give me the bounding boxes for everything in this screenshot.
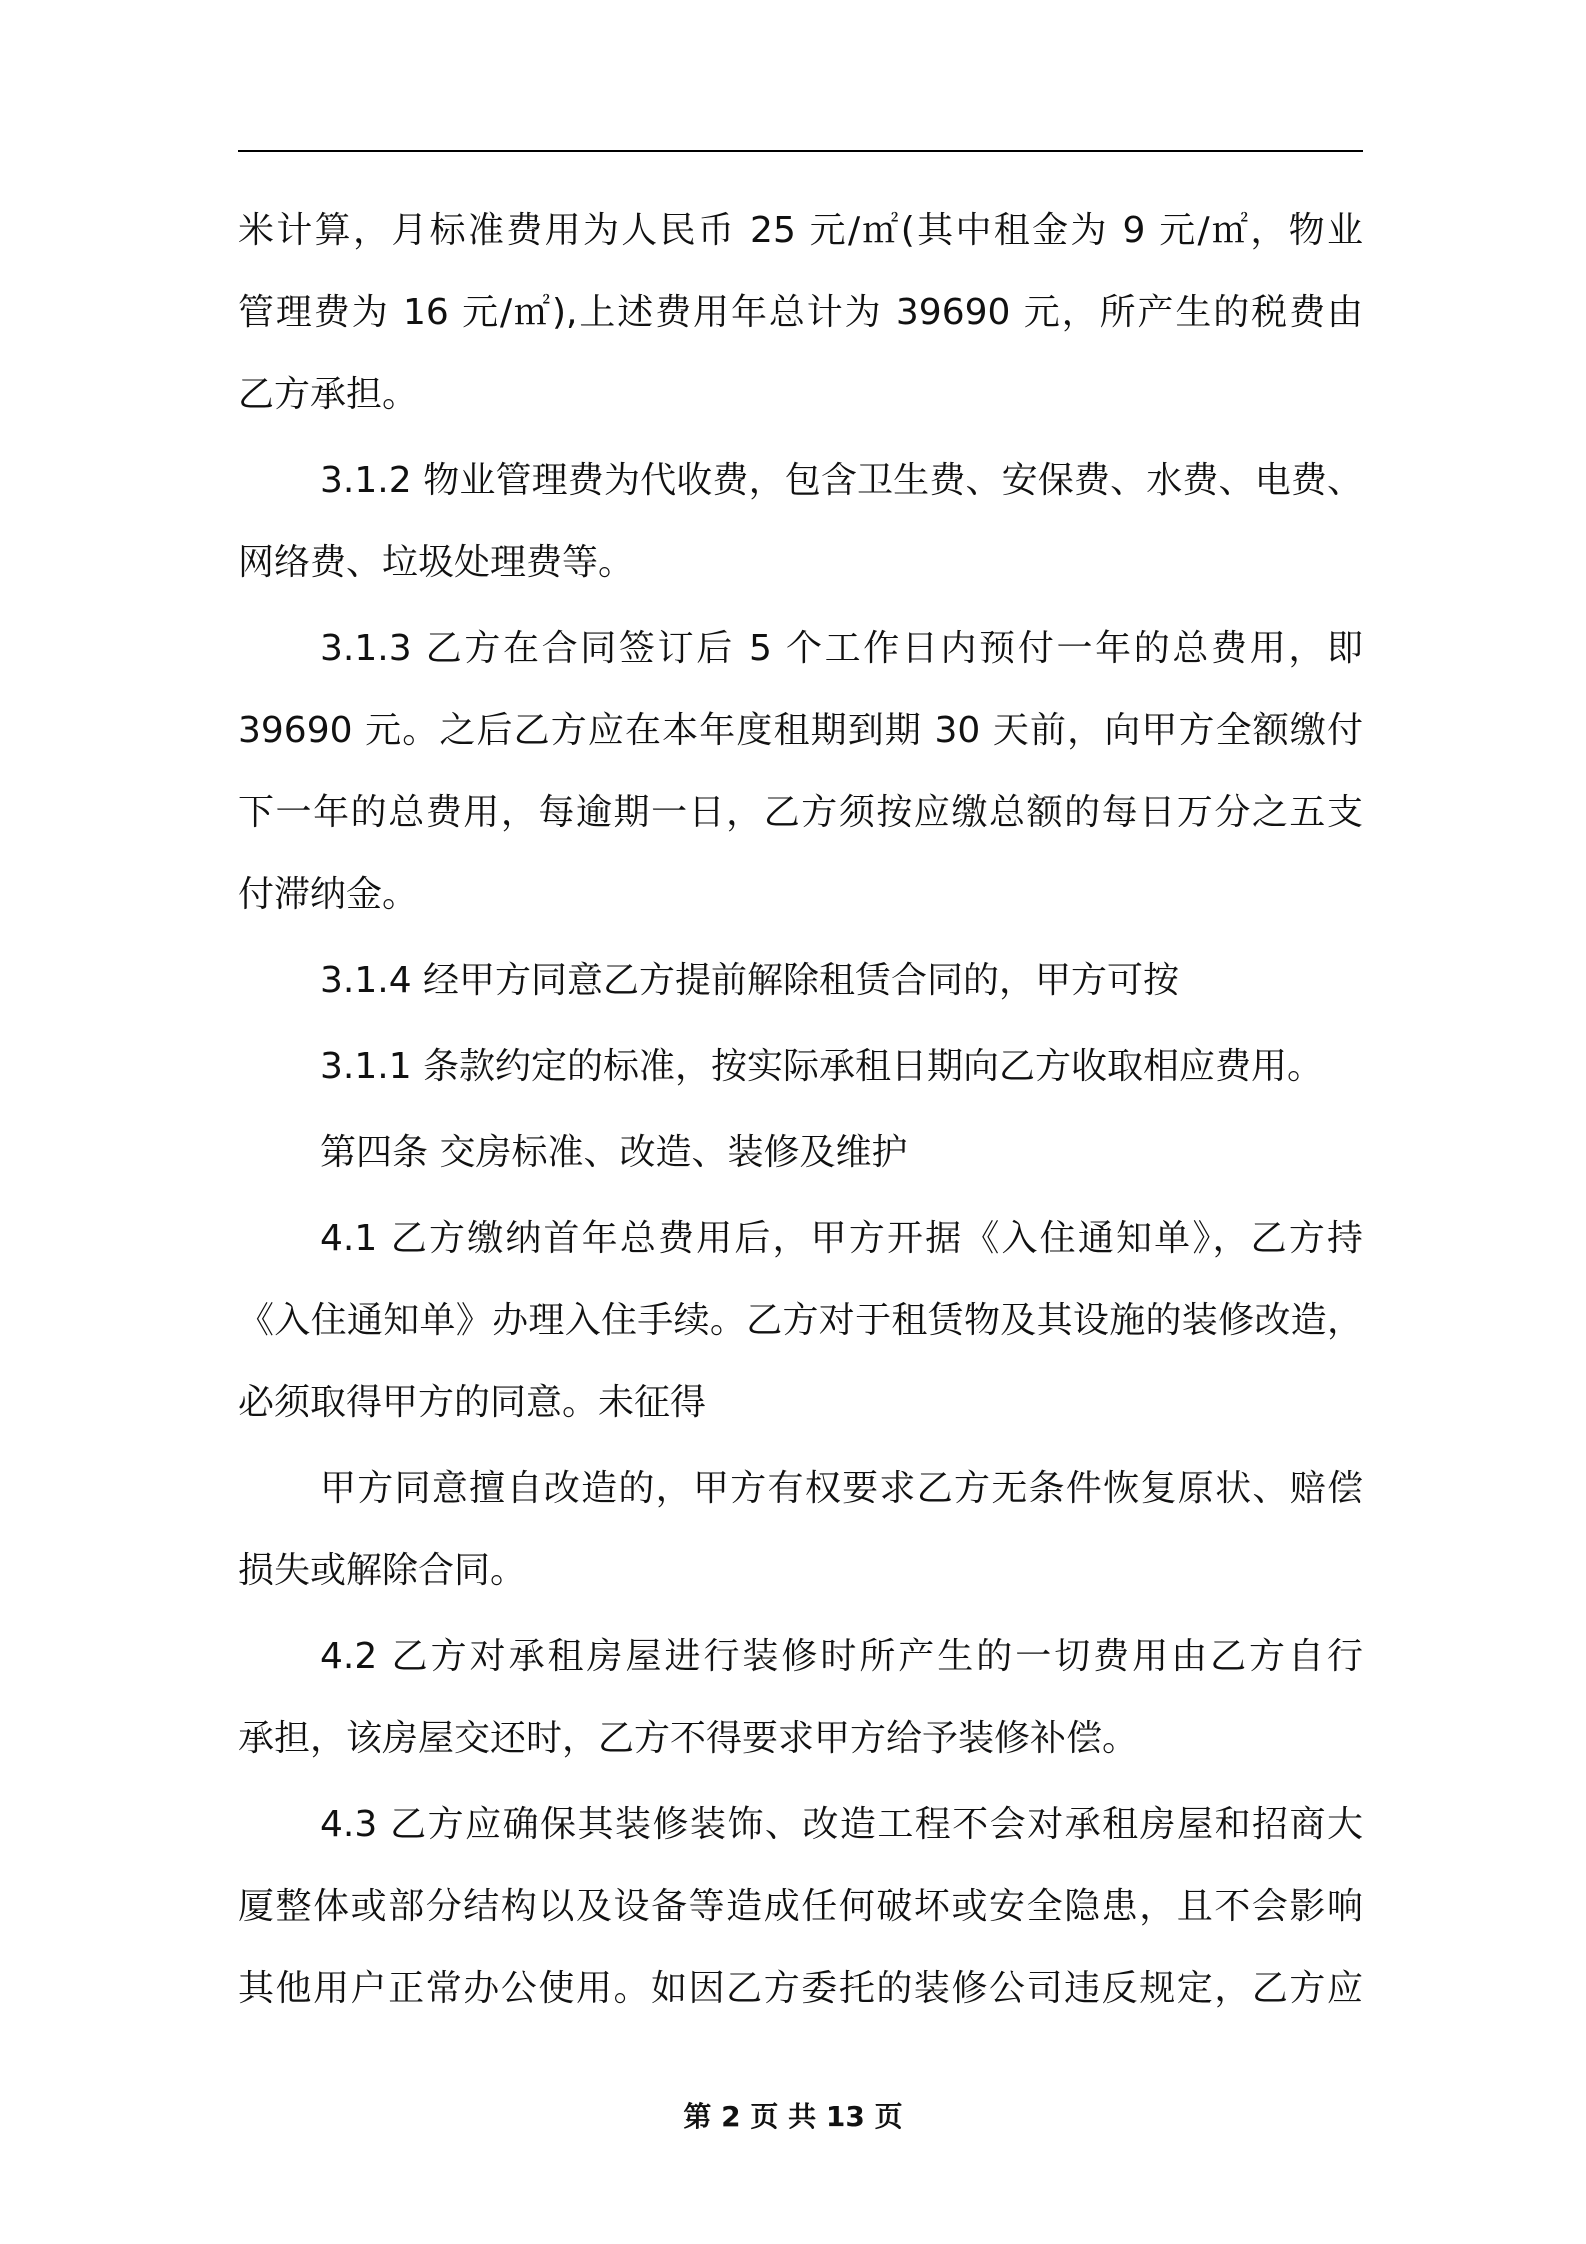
text-line: 3.1.3 乙方在合同签订后 5 个工作日内预付一年的总费用，即 [320, 628, 1363, 669]
page-number-footer: 第 2 页 共 13 页 [683, 2100, 903, 2133]
text-line: 损失或解除合同。 [238, 1550, 527, 1591]
text-line: 网络费、垃圾处理费等。 [238, 542, 635, 583]
text-line: 甲方同意擅自改造的，甲方有权要求乙方无条件恢复原状、赔偿 [320, 1468, 1363, 1509]
text-line: 付滞纳金。 [238, 874, 419, 915]
text-line: 厦整体或部分结构以及设备等造成任何破坏或安全隐患，且不会影响 [238, 1886, 1363, 1927]
article-4-heading [238, 1112, 1363, 1194]
clause-3-1-3 [238, 608, 1363, 936]
clause-4-1-continued [238, 1448, 1363, 1612]
clause-4-3 [238, 1784, 1363, 2030]
text-line: 3.1.1 条款约定的标准，按实际承租日期向乙方收取相应费用。 [320, 1046, 1324, 1087]
text-line: 其他用户正常办公使用。如因乙方委托的装修公司违反规定，乙方应 [238, 1968, 1363, 2009]
document-body [238, 190, 1363, 2030]
clause-4-2 [238, 1616, 1363, 1780]
text-line: 承担，该房屋交还时，乙方不得要求甲方给予装修补偿。 [238, 1718, 1139, 1759]
text-line: 39690 元。之后乙方应在本年度租期到期 30 天前，向甲方全额缴付 [238, 710, 1363, 751]
text-line: 4.1 乙方缴纳首年总费用后，甲方开据《入住通知单》，乙方持 [320, 1218, 1363, 1259]
text-line: 必须取得甲方的同意。未征得 [238, 1382, 707, 1423]
clause-3-1-4 [238, 940, 1363, 1022]
text-line: 米计算，月标准费用为人民币 25 元/㎡(其中租金为 9 元/㎡，物业 [238, 210, 1363, 251]
text-line: 第四条 交房标准、改造、装修及维护 [320, 1132, 908, 1173]
clause-3-1-1-continued [238, 190, 1363, 436]
text-line: 乙方承担。 [238, 374, 419, 415]
text-line: 管理费为 16 元/㎡),上述费用年总计为 39690 元，所产生的税费由 [238, 292, 1363, 333]
text-line: 下一年的总费用，每逾期一日，乙方须按应缴总额的每日万分之五支 [238, 792, 1363, 833]
text-line: 4.2 乙方对承租房屋进行装修时所产生的一切费用由乙方自行 [320, 1636, 1363, 1677]
text-line: 3.1.2 物业管理费为代收费，包含卫生费、安保费、水费、电费、 [320, 460, 1363, 501]
clause-4-1 [238, 1198, 1363, 1444]
clause-3-1-2 [238, 440, 1363, 604]
clause-3-1-4-continued [238, 1026, 1363, 1108]
text-line: 4.3 乙方应确保其装修装饰、改造工程不会对承租房屋和招商大 [320, 1804, 1363, 1845]
header-rule [238, 150, 1363, 152]
text-line: 3.1.4 经甲方同意乙方提前解除租赁合同的，甲方可按 [320, 960, 1180, 1001]
text-line: 《入住通知单》办理入住手续。乙方对于租赁物及其设施的装修改造， [238, 1300, 1363, 1341]
